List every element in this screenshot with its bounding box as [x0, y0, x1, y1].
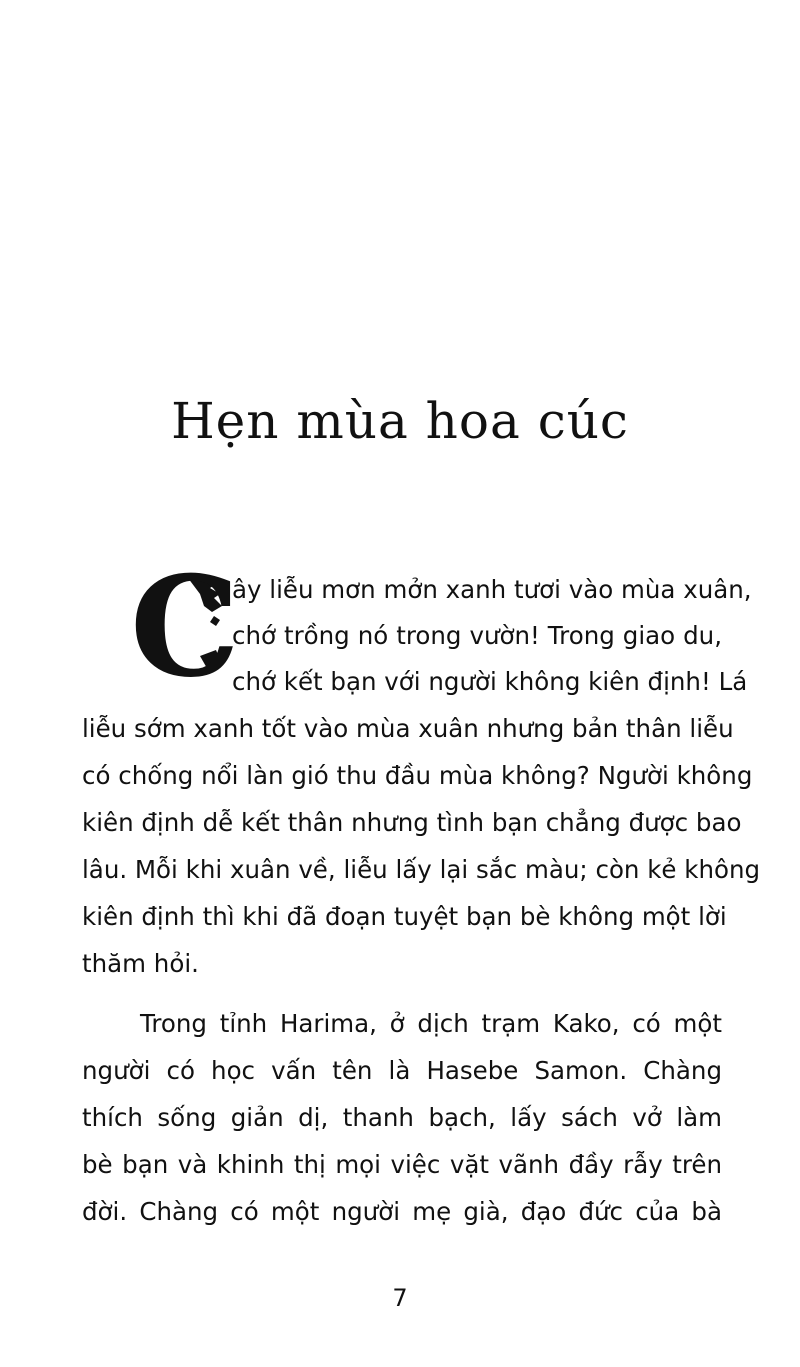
body-line: có chống nổi làn gió thu đầu mùa không? Người không: [82, 761, 753, 790]
body-line: kiên định dễ kết thân nhưng tình bạn chẳng được bao: [82, 808, 742, 837]
body-line: liễu sớm xanh tốt vào mùa xuân nhưng bản thân liễu: [82, 714, 734, 743]
body-line: kiên định thì khi đã đoạn tuyệt bạn bè không một lời: [82, 902, 727, 931]
chapter-title: Hẹn mùa hoa cúc: [171, 392, 629, 450]
body-line: thích sống giản dị, thanh bạch, lấy sách vở làm: [82, 1103, 722, 1132]
body-line: ây liễu mơn mởn xanh tươi vào mùa xuân,: [232, 575, 752, 604]
body-line: thăm hỏi.: [82, 949, 199, 978]
page-number: 7: [392, 1284, 408, 1312]
body-line: Trong tỉnh Harima, ở dịch trạm Kako, có một: [140, 1009, 722, 1038]
body-line: chớ trồng nó trong vườn! Trong giao du,: [232, 621, 722, 650]
body-line: người có học vấn tên là Hasebe Samon. Chàng: [82, 1056, 722, 1085]
body-line: chớ kết bạn với người không kiên định! Lá: [232, 667, 748, 696]
drop-cap: [130, 545, 240, 708]
body-line: lâu. Mỗi khi xuân về, liễu lấy lại sắc màu; còn kẻ không: [82, 855, 761, 884]
body-line: bè bạn và khinh thị mọi việc vặt vãnh đầy rẫy trên: [82, 1150, 722, 1179]
body-line: đời. Chàng có một người mẹ già, đạo đức của bà: [82, 1197, 722, 1226]
drop-cap-letter: C: [130, 545, 240, 708]
